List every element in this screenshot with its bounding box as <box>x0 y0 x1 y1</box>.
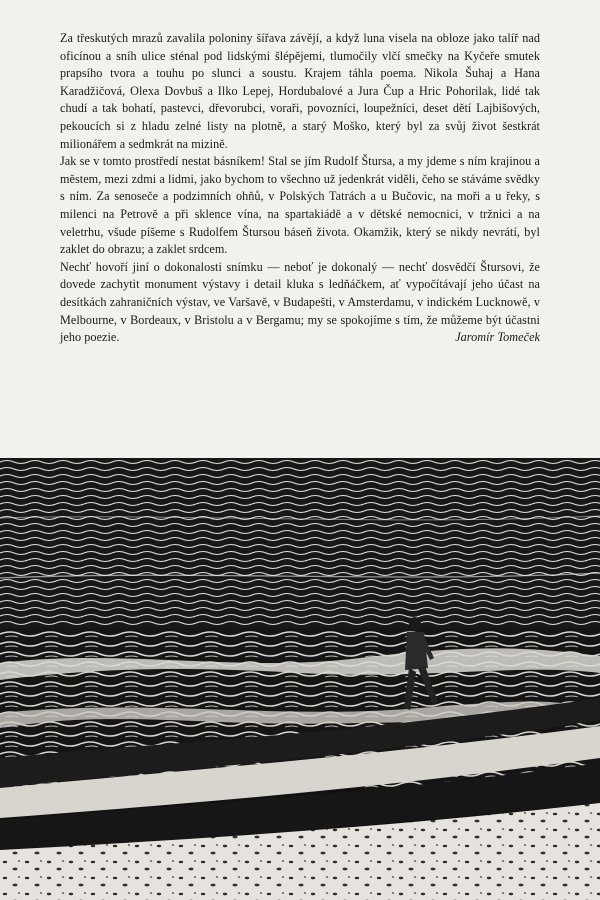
author-signature: Jaromír Tomeček <box>455 330 540 345</box>
paragraph-1: Za třeskutých mrazů zavalila poloniny šířava závějí, a když luna visela na obloze jako talíř nad oficínou a sníh ulice sténal pod lidskými šlépějemi, tlumočily vlčí smečky na Kyčeře smutek prapsího tvora a touhu po slunci a soustu. Krajem táhla poema. Nikola Šuhaj a Hana Karadžičová, Olexa Dovbuš a Ilko Lepej, Hordubalové a Jura Čup a Hric Pohorilak, lidé tak chudí a tak bohatí, pastevci, dřevorubci, voraři, povozníci, loupežníci, deset dětí Lajbišových, pekoucích si z hladu zelné listy na plotně, a starý Moško, který byl za svůj život šestkrát milionářem a sedmkrát na mizině. <box>60 31 540 151</box>
paragraph-2: Jak se v tomto prostředí nestat básníkem! Stal se jím Rudolf Štursa, a my jdeme s ním krajinou a městem, mezi zdmi a lidmi, jako bychom to všechno už jedenkrát viděli, čeho se stáváme svědky s ním. Za senoseče a podzimních ohňů, v Polských Tatrách a u Bučovic, na moři a u řeky, s milenci na Petrově a při sklence vína, na spartakiádě a v dětské nemocnici, v tržnici a na veletrhu, všude píšeme s Rudolfem Štursou báseň života. Okamžik, který se nikdy nevrátí, byl zaklet do obrazu; a zaklet srdcem. <box>60 154 540 257</box>
paragraph-3: Nechť hovoří jiní o dokonalosti snímku — neboť je dokonalý — nechť dosvědčí Štursovi, že dovede zachytit monument výstavy i detail kluka s ledňáčkem, ať vypočítávají jeho účast na desítkách zahraničních výstav, ve Varšavě, v Budapešti, v Amsterdamu, v indickém Lucknowě, v Melbourne, v Bordeaux, v Bristolu a v Bergamu; my se spokojíme s tím, že můžeme být účastni jeho poezie. <box>60 259 540 345</box>
photo-illustration <box>0 458 600 900</box>
beach-photograph <box>0 458 600 900</box>
article-text <box>60 30 540 347</box>
